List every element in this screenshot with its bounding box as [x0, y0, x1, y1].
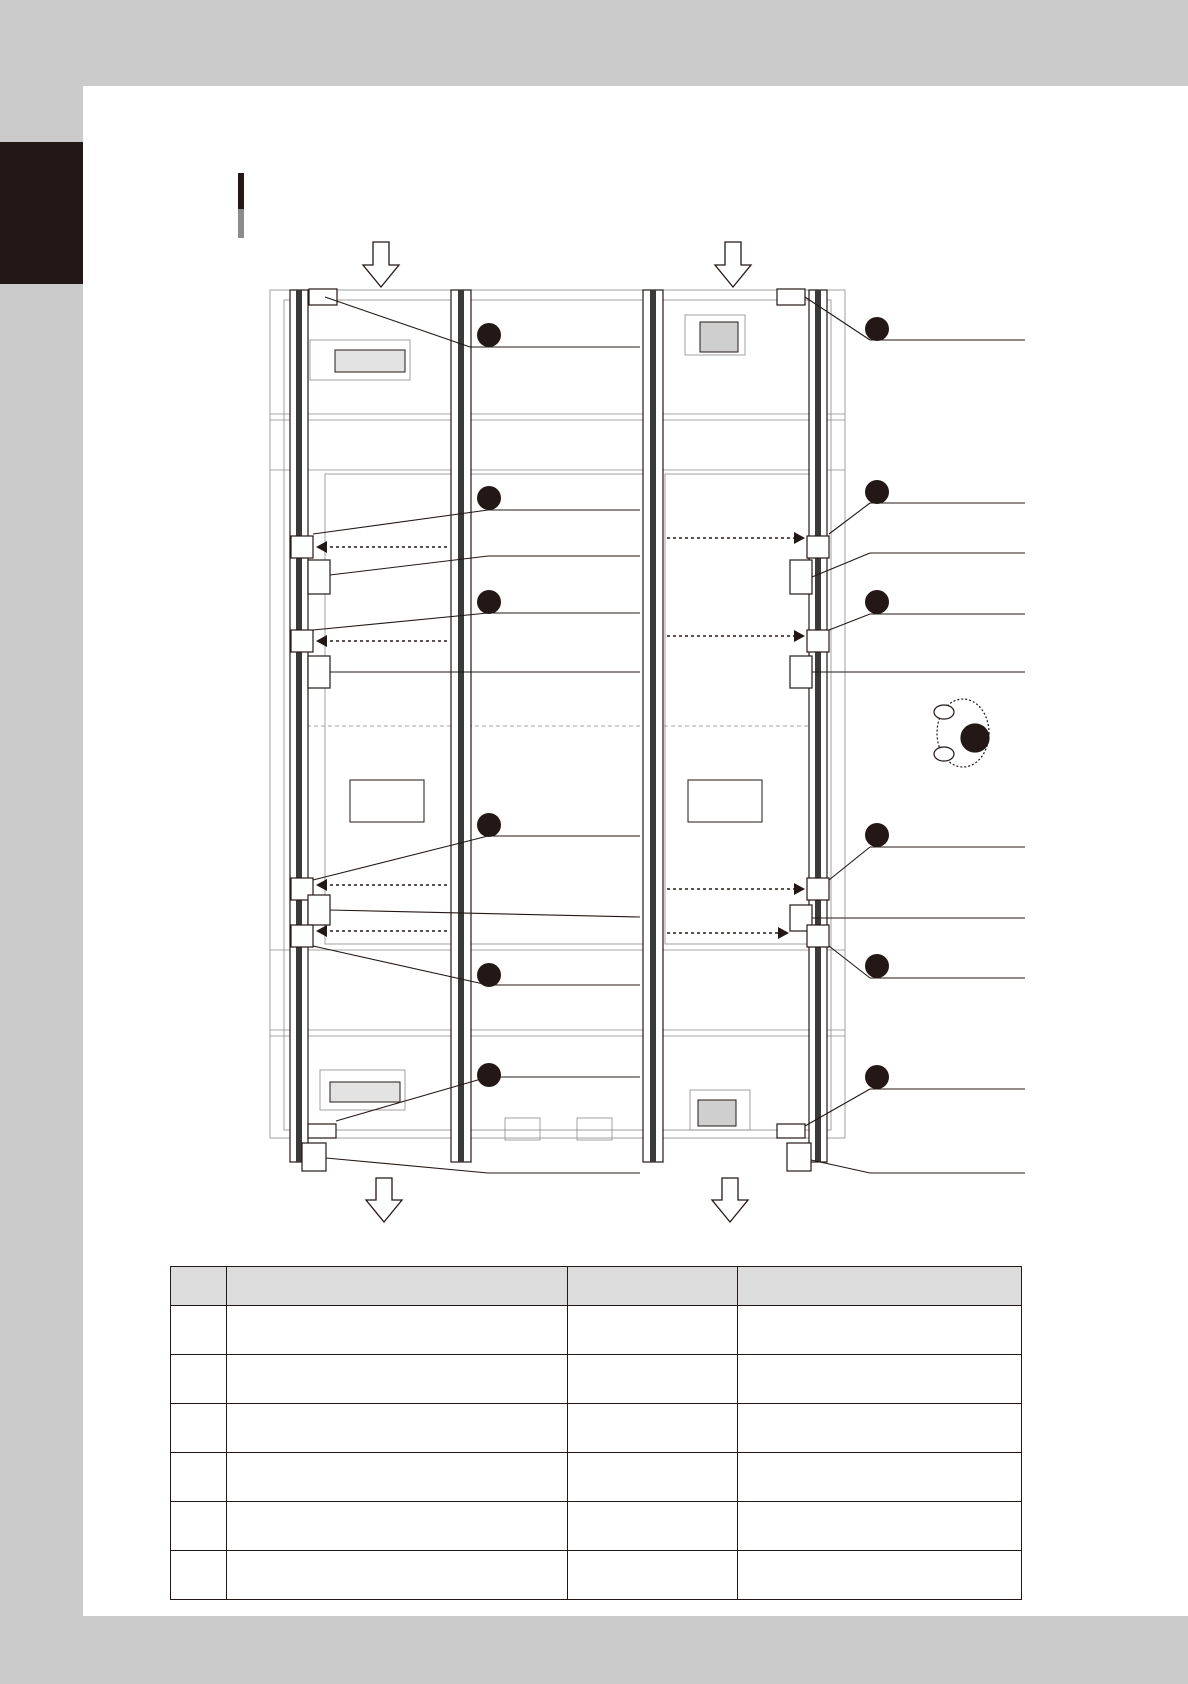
table-cell: [738, 1453, 1022, 1502]
leader-right-4: [829, 847, 870, 880]
table-cell: [568, 1306, 738, 1355]
table-header-cell: [227, 1267, 568, 1306]
fitting-bottom-right: [777, 1124, 805, 1138]
relay-block-bottom: [698, 1100, 736, 1126]
table-cell: [738, 1306, 1022, 1355]
rail-right-core: [815, 290, 821, 1162]
flow-arrow-icon: [363, 242, 399, 287]
table-row: [171, 1306, 1022, 1355]
fitting-right-1: [807, 536, 829, 558]
leader-right-2: [829, 503, 870, 534]
table-cell: [738, 1355, 1022, 1404]
callout-marker-icon: [865, 1065, 889, 1089]
callout-marker-icon: [477, 486, 501, 510]
table-cell: [171, 1453, 227, 1502]
rail-far-left-core: [296, 290, 302, 1162]
machine-outline: [270, 290, 845, 1140]
flow-arrows: [363, 242, 751, 1222]
rail-center-core: [650, 290, 656, 1162]
table-header-cell: [738, 1267, 1022, 1306]
rail-left-core: [458, 290, 464, 1162]
component-details: [330, 322, 738, 1126]
fitting-left-7: [291, 925, 313, 947]
table-cell: [171, 1502, 227, 1551]
table-cell: [568, 1551, 738, 1600]
table-row: [171, 1404, 1022, 1453]
fitting-left-2: [308, 560, 330, 594]
callout-marker-icon: [477, 813, 501, 837]
fitting-left-3: [291, 630, 313, 652]
terminal-block-bottom: [330, 1082, 400, 1102]
callout-marker-icon: [865, 823, 889, 847]
label-plate-right: [688, 780, 762, 822]
fitting-right-3: [807, 630, 829, 652]
table-cell: [227, 1502, 568, 1551]
leader-right-6b: [811, 1160, 870, 1173]
fitting-left-4: [308, 656, 330, 688]
terminal-block-top: [335, 350, 405, 372]
callout-marker-icon: [865, 954, 889, 978]
callout-marker-icon: [865, 590, 889, 614]
table-cell: [227, 1551, 568, 1600]
table-cell: [568, 1355, 738, 1404]
fittings: [291, 289, 829, 1171]
fitting-bottom-left: [308, 1124, 336, 1138]
leader-right-3: [829, 614, 870, 630]
machine-frame-inner: [284, 300, 831, 1130]
fitting-bottom-left-2: [302, 1143, 326, 1171]
relay-block-top: [700, 322, 738, 352]
fitting-top-left: [309, 289, 337, 305]
table-row: [171, 1355, 1022, 1404]
table-cell: [738, 1502, 1022, 1551]
callout-marker-icon: [477, 1063, 501, 1087]
fitting-right-7: [807, 925, 829, 947]
table-cell: [227, 1453, 568, 1502]
machine-frame: [270, 290, 845, 1138]
table-cell: [227, 1404, 568, 1453]
table-header-cell: [568, 1267, 738, 1306]
fitting-left-1: [291, 536, 313, 558]
table-cell: [227, 1306, 568, 1355]
table-cell: [171, 1355, 227, 1404]
leader-left-1: [325, 297, 470, 347]
callout-marker-icon: [477, 323, 501, 347]
leader-right-5: [829, 946, 870, 978]
dotted-arrows: [325, 538, 796, 933]
table-cell: [568, 1404, 738, 1453]
callout-marker-icon: [477, 963, 501, 987]
connector-left: [505, 1118, 540, 1140]
flow-arrow-icon: [715, 242, 751, 287]
table-header-cell: [171, 1267, 227, 1306]
fitting-right-4: [790, 656, 812, 688]
table-cell: [227, 1355, 568, 1404]
table-cell: [171, 1306, 227, 1355]
table-row: [171, 1551, 1022, 1600]
table-row: [171, 1453, 1022, 1502]
spec-table: [170, 1266, 1022, 1600]
table-cell: [171, 1404, 227, 1453]
table-row: [171, 1502, 1022, 1551]
operator-figure-icon: [934, 699, 989, 767]
table-cell: [171, 1551, 227, 1600]
dotted-arrow-heads: [316, 532, 805, 939]
fitting-top-right: [777, 289, 805, 305]
leader-lines: [313, 297, 1025, 1173]
fitting-right-2: [790, 560, 812, 594]
table-plate-left: [325, 474, 650, 944]
label-plate-left: [350, 780, 424, 822]
table-plate-right: [665, 474, 815, 944]
leader-left-4b: [330, 910, 640, 917]
table-cell: [738, 1404, 1022, 1453]
connector-right: [577, 1118, 612, 1140]
callout-marker-icon: [477, 590, 501, 614]
callout-marker-icon: [865, 480, 889, 504]
table-cell: [738, 1551, 1022, 1600]
flow-arrow-icon: [366, 1178, 402, 1222]
fitting-left-6: [308, 895, 330, 925]
fitting-bottom-right-2: [787, 1143, 811, 1171]
table-header-row: [171, 1267, 1022, 1306]
flow-arrow-icon: [712, 1178, 748, 1222]
table-cell: [568, 1453, 738, 1502]
fitting-right-5: [807, 878, 829, 900]
table-cell: [568, 1502, 738, 1551]
callout-marker-icon: [865, 317, 889, 341]
